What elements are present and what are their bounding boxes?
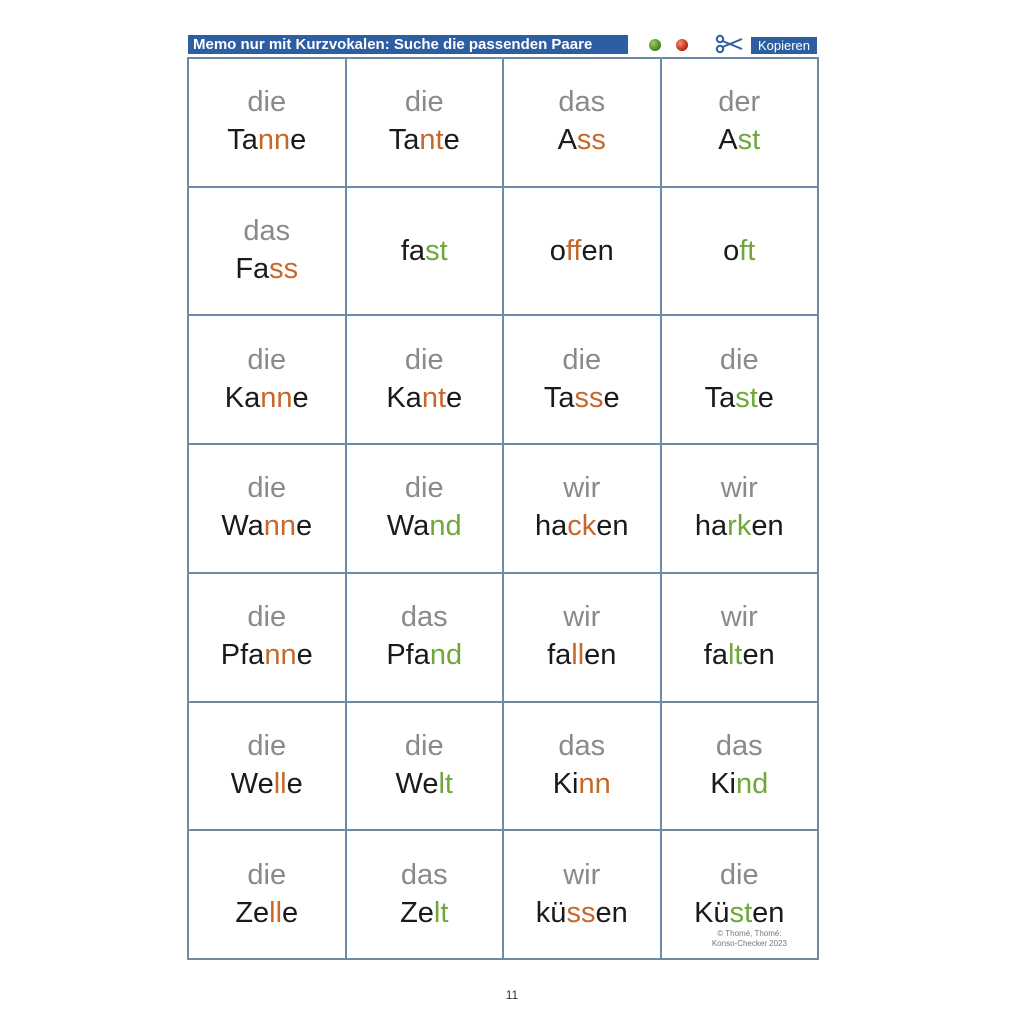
memo-card[interactable] (346, 702, 504, 831)
card-word (705, 378, 774, 418)
word-part: en (581, 235, 614, 268)
card-article: die (404, 86, 444, 119)
highlighted-consonants: st (425, 235, 448, 268)
highlighted-consonants: nt (419, 124, 444, 157)
copy-button[interactable]: Kopieren (751, 37, 817, 54)
highlighted-consonants: nd (429, 639, 463, 672)
word-part: en (595, 896, 628, 929)
card-word (401, 231, 448, 271)
memo-card[interactable] (346, 187, 504, 316)
memo-card[interactable] (503, 702, 661, 831)
card-article: das (400, 601, 448, 634)
card-word (231, 764, 303, 804)
word-part: e (292, 381, 309, 414)
word-part: en (742, 639, 775, 672)
highlighted-consonants: nt (421, 381, 447, 414)
memo-card[interactable] (346, 573, 504, 702)
word-part: Wa (221, 510, 264, 543)
word-part: Pfa (220, 639, 265, 672)
highlighted-consonants: ss (566, 896, 596, 929)
memo-card[interactable] (188, 444, 346, 573)
word-part: Ki (710, 767, 737, 800)
word-part: Fa (235, 253, 270, 286)
highlighted-consonants: ll (269, 896, 283, 929)
memo-card[interactable] (346, 444, 504, 573)
page-title: Memo nur mit Kurzvokalen: Suche die passenden Paare (188, 35, 628, 54)
card-article: die (562, 343, 602, 376)
word-part: e (296, 639, 313, 672)
card-article: wir (720, 472, 758, 505)
memo-card[interactable] (188, 830, 346, 959)
word-part: kü (535, 896, 567, 929)
memo-card[interactable] (188, 573, 346, 702)
card-article: wir (563, 472, 601, 505)
card-word (558, 120, 606, 160)
word-part: en (596, 510, 629, 543)
highlighted-consonants: rk (727, 510, 752, 543)
card-article: die (719, 858, 759, 891)
word-part: Ta (388, 124, 420, 157)
card-article: die (404, 343, 444, 376)
memo-card[interactable] (661, 830, 819, 959)
word-part: Ki (552, 767, 579, 800)
word-part: e (286, 767, 303, 800)
card-word (386, 635, 462, 675)
card-word (535, 506, 629, 546)
card-word (227, 120, 306, 160)
word-part: A (718, 124, 738, 157)
word-part: Ka (386, 381, 422, 414)
highlighted-consonants: ll (273, 767, 287, 800)
highlighted-consonants: st (735, 381, 758, 414)
memo-card[interactable] (661, 58, 819, 187)
card-word (536, 893, 628, 933)
memo-card[interactable] (503, 573, 661, 702)
card-word (235, 249, 298, 289)
memo-card[interactable] (346, 830, 504, 959)
card-article: wir (563, 858, 601, 891)
highlighted-consonants: ck (567, 510, 597, 543)
word-part: ha (534, 510, 568, 543)
memo-card[interactable] (346, 58, 504, 187)
card-word (553, 764, 611, 804)
word-part: ha (694, 510, 728, 543)
card-word (544, 378, 620, 418)
highlighted-consonants: nd (736, 767, 769, 800)
memo-card[interactable] (503, 444, 661, 573)
card-word (387, 506, 462, 546)
card-article: der (718, 86, 761, 119)
card-article: das (400, 858, 448, 891)
memo-card[interactable] (346, 315, 504, 444)
copyright-note (712, 929, 787, 949)
word-part: e (757, 381, 774, 414)
memo-card[interactable] (503, 58, 661, 187)
highlighted-consonants: nd (429, 510, 462, 543)
card-article: die (404, 472, 444, 505)
card-word (400, 893, 448, 933)
card-word (694, 893, 784, 933)
card-word (235, 893, 298, 933)
highlighted-consonants: ff (565, 235, 582, 268)
memo-card[interactable] (661, 573, 819, 702)
word-part: Ta (227, 124, 258, 157)
card-article: die (247, 86, 287, 119)
word-part: en (584, 639, 617, 672)
word-part: e (603, 381, 620, 414)
highlighted-consonants: st (729, 896, 753, 929)
card-article: wir (563, 601, 601, 634)
card-article: das (715, 729, 763, 762)
memo-card[interactable] (503, 830, 661, 959)
word-part: We (395, 767, 439, 800)
card-word (550, 231, 614, 271)
card-article: die (247, 343, 287, 376)
card-article: die (247, 858, 287, 891)
highlighted-consonants: st (737, 124, 761, 157)
card-word (386, 378, 462, 418)
highlighted-consonants: ss (574, 381, 604, 414)
highlighted-consonants: nn (257, 124, 291, 157)
card-word (723, 231, 755, 271)
word-part: e (443, 124, 460, 157)
memo-card[interactable] (661, 702, 819, 831)
copyright-line: Konso-Checker 2023 (711, 938, 787, 948)
memo-card[interactable] (661, 444, 819, 573)
word-part: e (282, 896, 299, 929)
card-word (221, 635, 313, 675)
highlighted-consonants: ss (576, 124, 606, 157)
word-part: fa (547, 639, 572, 672)
word-part: en (752, 896, 785, 929)
memo-card[interactable] (503, 315, 661, 444)
memo-card[interactable] (188, 702, 346, 831)
copyright-line: © Thomé, Thomé: (717, 928, 782, 938)
word-part: o (723, 235, 740, 268)
word-part: We (230, 767, 274, 800)
card-word (221, 506, 312, 546)
memo-card[interactable] (503, 187, 661, 316)
card-article: die (247, 729, 287, 762)
word-part: en (751, 510, 784, 543)
memo-card[interactable] (661, 187, 819, 316)
word-part: A (557, 124, 577, 157)
word-part: Pfa (386, 639, 430, 672)
word-part: e (290, 124, 307, 157)
highlighted-consonants: lt (727, 639, 743, 672)
card-article: die (719, 343, 759, 376)
card-article: die (247, 472, 287, 505)
word-part: e (296, 510, 313, 543)
card-article: die (404, 729, 444, 762)
card-article: wir (720, 601, 758, 634)
highlighted-consonants: lt (433, 896, 449, 929)
word-part: fa (703, 639, 728, 672)
card-word (225, 378, 309, 418)
card-word (710, 764, 768, 804)
word-part: Kü (694, 896, 730, 929)
word-part: Wa (386, 510, 430, 543)
word-part: fa (400, 235, 426, 268)
highlighted-consonants: ss (269, 253, 299, 286)
highlighted-consonants: nn (578, 767, 611, 800)
highlighted-consonants: ll (571, 639, 585, 672)
word-part: Ta (704, 381, 736, 414)
memo-card[interactable] (188, 58, 346, 187)
card-word (695, 506, 784, 546)
card-article: das (558, 729, 606, 762)
word-part: e (446, 381, 463, 414)
memo-card[interactable] (188, 187, 346, 316)
highlighted-consonants: nn (263, 510, 297, 543)
word-part: o (549, 235, 566, 268)
green-ball-icon[interactable] (649, 39, 661, 51)
card-article: das (558, 86, 606, 119)
card-article: das (243, 215, 291, 248)
memo-card[interactable] (661, 315, 819, 444)
card-word (396, 764, 453, 804)
highlighted-consonants: lt (438, 767, 453, 800)
memo-card-grid (187, 57, 819, 960)
card-word (389, 120, 460, 160)
highlighted-consonants: nn (264, 639, 297, 672)
card-article: die (247, 601, 287, 634)
memo-card[interactable] (188, 315, 346, 444)
highlighted-consonants: nn (260, 381, 293, 414)
word-part: Ka (224, 381, 261, 414)
card-word (718, 120, 760, 160)
scissors-icon[interactable] (714, 34, 744, 54)
highlighted-consonants: ft (739, 235, 756, 268)
word-part: Ta (543, 381, 575, 414)
card-word (547, 635, 616, 675)
red-ball-icon[interactable] (676, 39, 688, 51)
page-number: 11 (505, 988, 519, 1002)
word-part: Ze (400, 896, 434, 929)
card-word (704, 635, 775, 675)
word-part: Ze (235, 896, 270, 929)
